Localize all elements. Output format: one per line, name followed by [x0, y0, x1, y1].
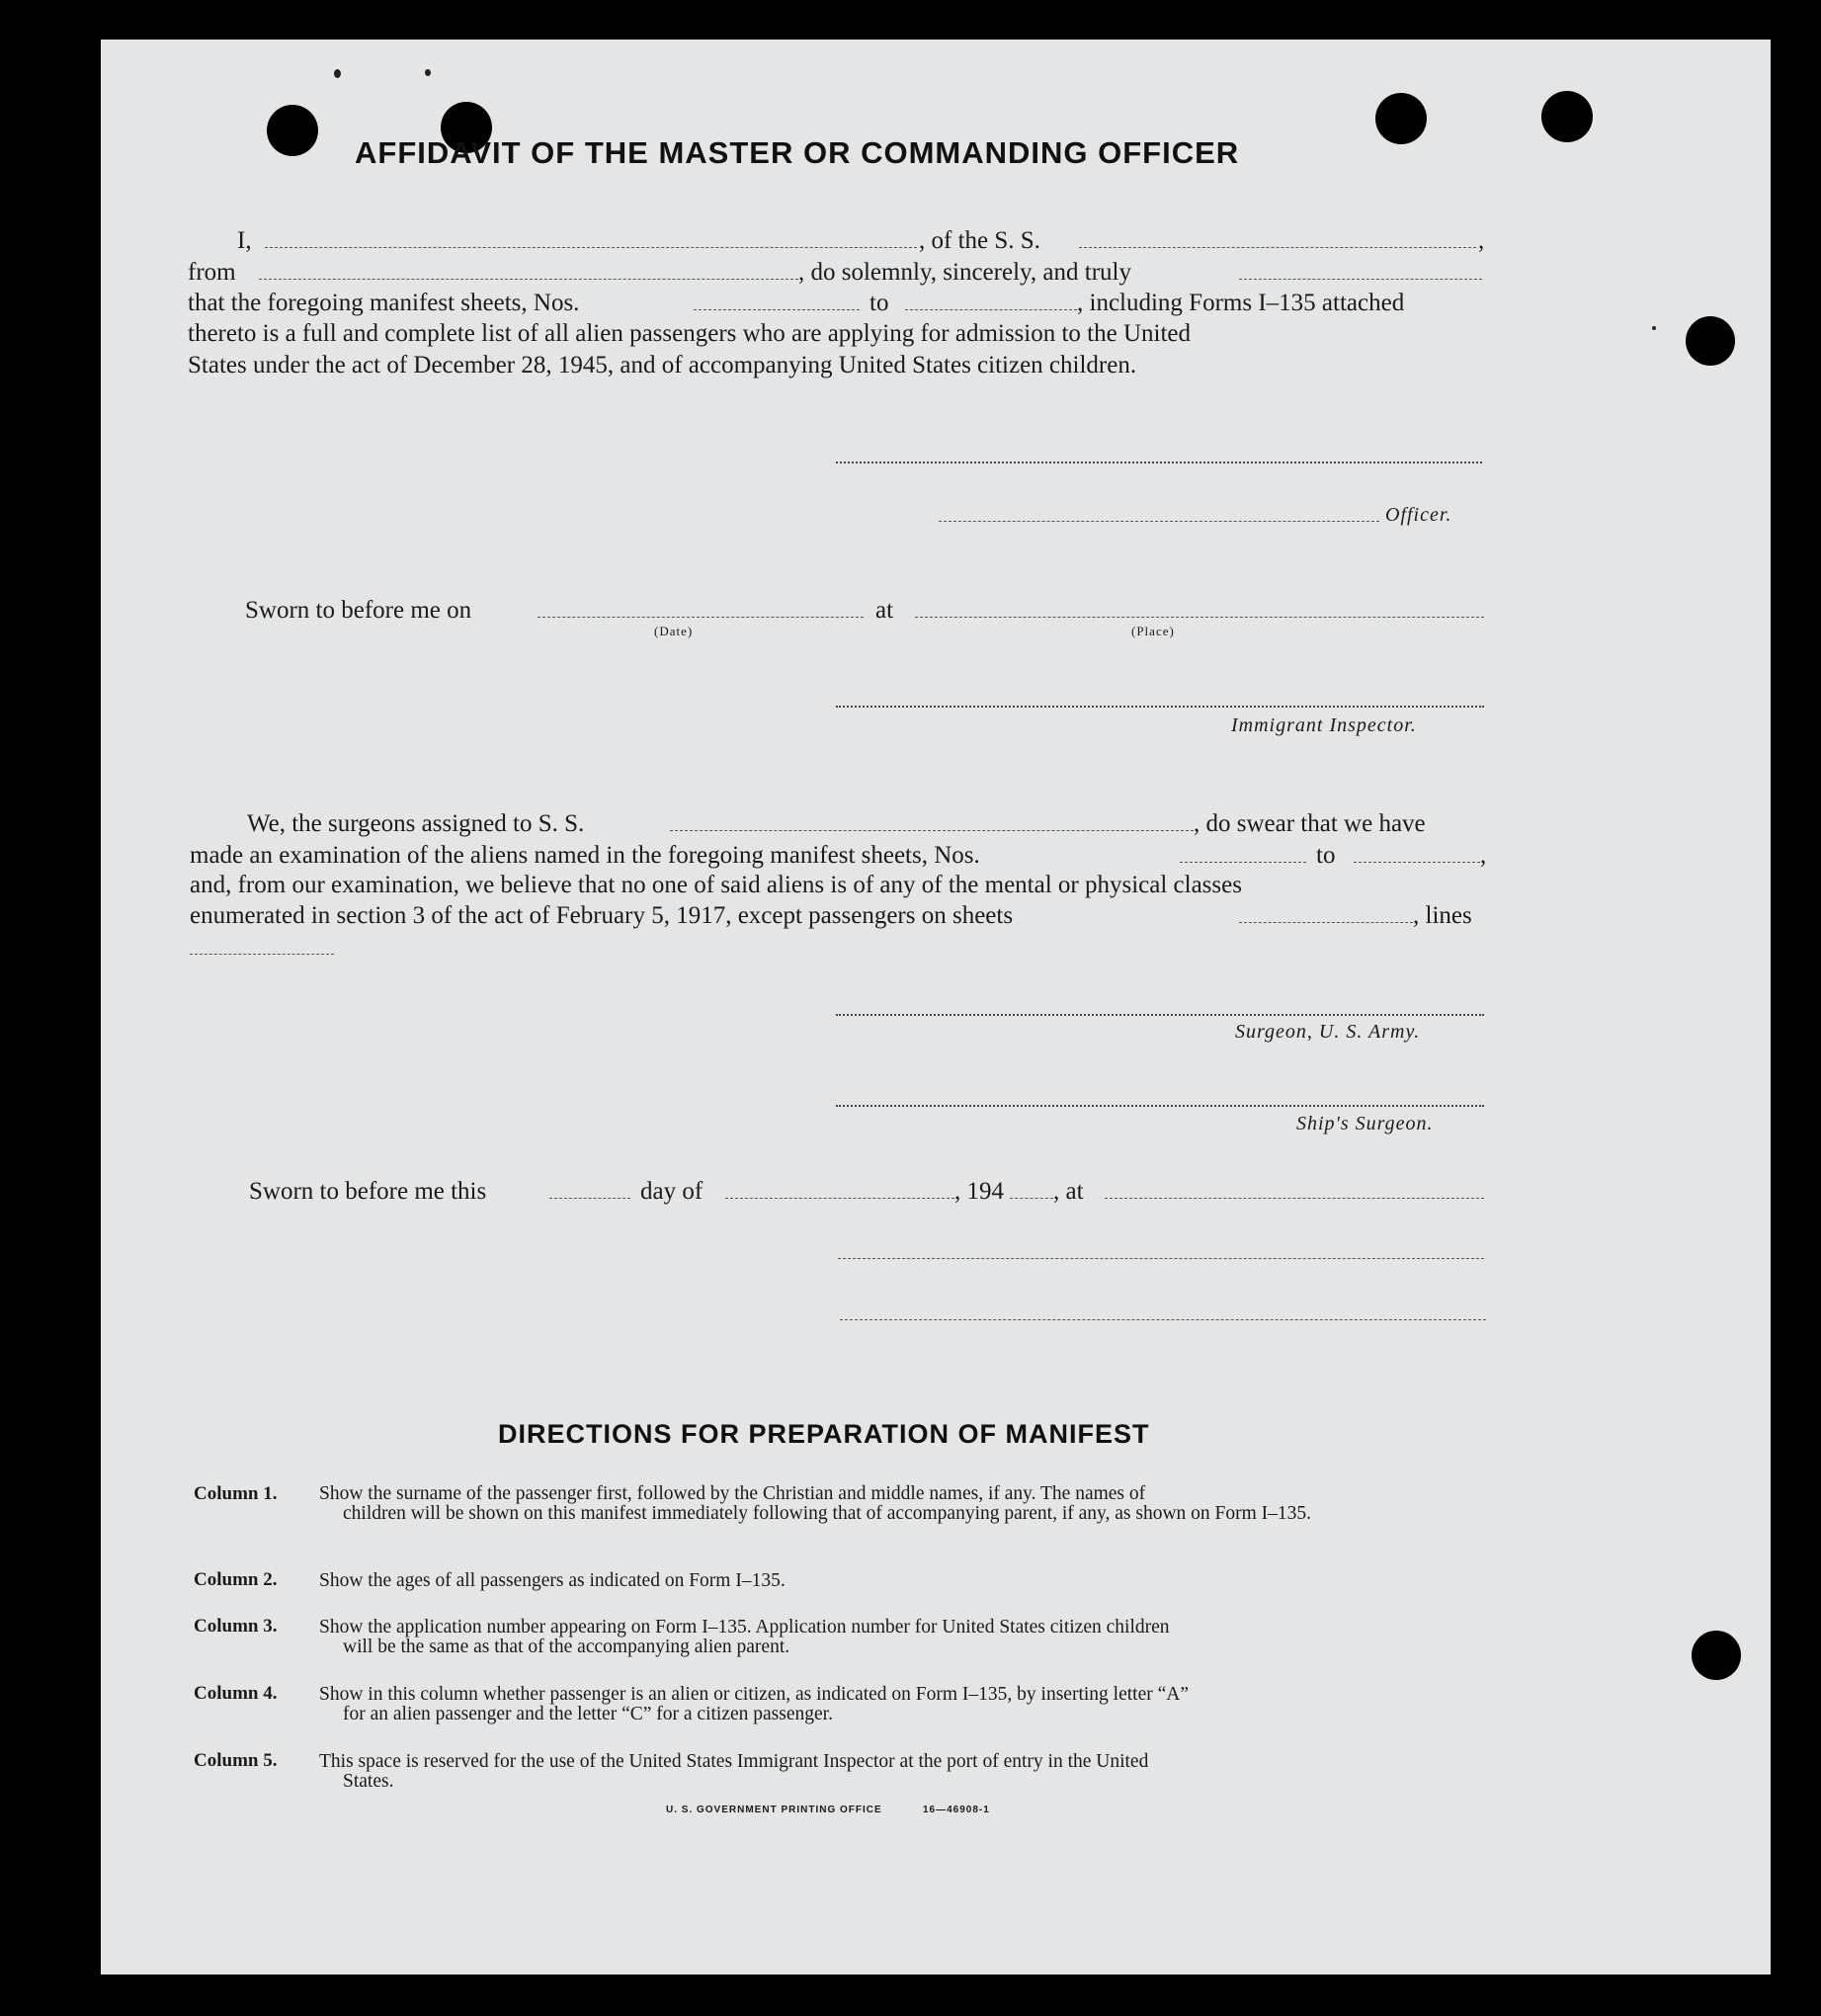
column-3-text: [319, 1618, 1614, 1657]
affidavit-text-line4: thereto is a full and complete list of all alien passengers who are applying for admission to the United: [188, 320, 1192, 347]
army-surgeon-signature-line[interactable]: [836, 1014, 1484, 1016]
oath-word-field[interactable]: [1239, 279, 1482, 280]
surgeons-text-line4: enumerated in section 3 of the act of February 5, 1917, except passengers on sheets: [190, 902, 1014, 929]
form-code: 16—46908-1: [923, 1805, 990, 1815]
affidavit-i-label: I,: [237, 227, 252, 254]
sworn-signature-line[interactable]: [838, 1258, 1484, 1259]
from-port-field[interactable]: [259, 279, 798, 280]
inspector-caption: Immigrant Inspector.: [1231, 714, 1417, 736]
punch-hole: [1692, 1631, 1741, 1680]
column-1-label: Column 1.: [194, 1483, 278, 1504]
sworn-title-line[interactable]: [840, 1319, 1486, 1320]
master-name-field[interactable]: [265, 247, 917, 248]
sworn-day-of-label: day of: [640, 1178, 704, 1205]
sworn-date-field[interactable]: [538, 617, 864, 618]
sworn-this-label: Sworn to before me this: [249, 1178, 487, 1205]
place-caption: (Place): [1131, 624, 1175, 638]
sworn-year-label: , 194: [954, 1178, 1004, 1205]
sworn-at-label: at: [875, 597, 894, 624]
sworn-day-field[interactable]: [549, 1198, 630, 1199]
column-2-text: [319, 1571, 1614, 1591]
surgeons-text-line3: and, from our examination, we believe that no one of said aliens is of any of the mental or physical classes: [190, 872, 1242, 898]
column-1-text-line1: Show the surname of the passenger first, followed by the Christian and middle names, if any. The names of: [319, 1483, 1146, 1504]
directions-title: DIRECTIONS FOR PREPARATION OF MANIFEST: [498, 1419, 1150, 1449]
column-4-label: Column 4.: [194, 1683, 278, 1704]
affidavit-solemnly-text: , do solemnly, sincerely, and truly: [798, 259, 1131, 286]
column-4-text-line1: Show in this column whether passenger is an alien or citizen, as indicated on Form I–135, by inserting letter “A”: [319, 1684, 1189, 1705]
printer-imprint: U. S. GOVERNMENT PRINTING OFFICE: [666, 1805, 882, 1815]
column-3-label: Column 3.: [194, 1616, 278, 1637]
sheet-to-field[interactable]: [905, 309, 1077, 310]
column-1-text: [319, 1484, 1614, 1524]
except-lines-field[interactable]: [190, 954, 334, 955]
punch-hole: [1686, 316, 1735, 366]
inspector-signature-line[interactable]: [836, 706, 1484, 708]
column-2-text-line1: Show the ages of all passengers as indicated on Form I–135.: [319, 1570, 786, 1591]
affidavit-to-label: to: [869, 290, 889, 316]
surgeons-text-line1: We, the surgeons assigned to S. S.: [247, 810, 585, 837]
column-1-text-cont: children will be shown on this manifest immediately following that of accompanying parent, if any, as shown on Form I–135.: [343, 1503, 1312, 1524]
sheet-from-field[interactable]: [694, 309, 860, 310]
punch-hole: [1375, 93, 1427, 144]
sworn-year-field[interactable]: [1010, 1198, 1053, 1199]
surgeons-text-line2: made an examination of the aliens named in the foregoing manifest sheets, Nos.: [190, 842, 980, 869]
column-3-text-line1: Show the application number appearing on Form I–135. Application number for United States citizen children: [319, 1617, 1170, 1638]
affidavit-sheets-text: that the foregoing manifest sheets, Nos.: [188, 290, 580, 316]
column-3-text-cont: will be the same as that of the accompanying alien parent.: [343, 1637, 790, 1657]
officer-caption: Officer.: [1385, 504, 1452, 526]
affidavit-title: AFFIDAVIT OF THE MASTER OR COMMANDING OFFICER: [355, 135, 1240, 170]
sworn-label: Sworn to before me on: [245, 597, 472, 624]
affidavit-comma: ,: [1478, 227, 1485, 254]
officer-title-field[interactable]: [939, 521, 1379, 522]
surgeons-lines-label: , lines: [1413, 902, 1472, 929]
scan-speck: [334, 69, 341, 78]
column-5-text-cont: States.: [343, 1771, 394, 1792]
sworn-month-field[interactable]: [725, 1198, 954, 1199]
column-5-text-line1: This space is reserved for the use of the United States Immigrant Inspector at the port of entry in the United: [319, 1751, 1149, 1772]
column-4-text-cont: for an alien passenger and the letter “C” for a citizen passenger.: [343, 1704, 833, 1724]
surgeons-swear-text: , do swear that we have: [1194, 810, 1426, 837]
column-4-text: [319, 1685, 1614, 1724]
surgeons-comma: ,: [1480, 842, 1487, 869]
column-5-text: [319, 1752, 1614, 1792]
scan-speck: [1652, 326, 1656, 330]
column-5-label: Column 5.: [194, 1750, 278, 1771]
affidavit-from-label: from: [188, 259, 236, 286]
affidavit-text-line5: States under the act of December 28, 1945, and of accompanying United States citizen children.: [188, 352, 1137, 378]
punch-hole: [1541, 91, 1593, 142]
surgeon-sheet-from-field[interactable]: [1180, 862, 1306, 863]
surgeon-sheet-to-field[interactable]: [1354, 862, 1480, 863]
sworn-at-label-2: , at: [1053, 1178, 1084, 1205]
sworn-place-field[interactable]: [915, 617, 1484, 618]
affidavit-forms-text: , including Forms I–135 attached: [1077, 290, 1405, 316]
except-sheets-field[interactable]: [1239, 922, 1413, 923]
army-surgeon-caption: Surgeon, U. S. Army.: [1235, 1021, 1421, 1043]
ships-surgeon-caption: Ship's Surgeon.: [1296, 1113, 1434, 1134]
date-caption: (Date): [654, 624, 694, 638]
officer-signature-line[interactable]: [836, 462, 1482, 463]
ship-name-field[interactable]: [1079, 247, 1476, 248]
ships-surgeon-signature-line[interactable]: [836, 1105, 1484, 1107]
punch-hole: [267, 105, 318, 156]
affidavit-ship-label: , of the S. S.: [919, 227, 1040, 254]
column-2-label: Column 2.: [194, 1569, 278, 1590]
sworn-place-field-2[interactable]: [1105, 1198, 1484, 1199]
surgeon-ship-field[interactable]: [670, 830, 1194, 831]
scan-speck: [425, 69, 431, 76]
surgeons-to-label: to: [1316, 842, 1336, 869]
